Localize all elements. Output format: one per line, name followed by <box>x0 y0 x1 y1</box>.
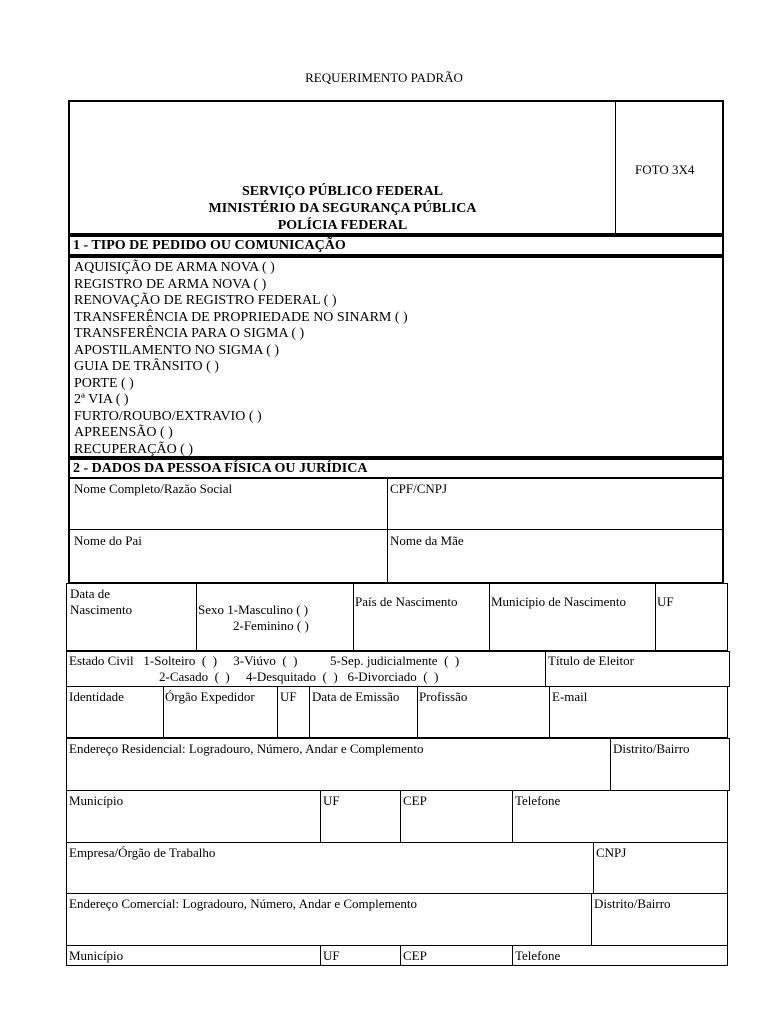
email-field[interactable]: E-mail <box>552 689 588 704</box>
residential-district-field[interactable]: Distrito/Bairro <box>613 741 690 756</box>
birth-date-label-2[interactable]: Nascimento <box>70 602 133 617</box>
list-item: FURTO/ROUBO/EXTRAVIO ( ) <box>74 408 262 424</box>
divider <box>655 584 656 650</box>
section-2-title: 2 - DADOS DA PESSOA FÍSICA OU JURÍDICA <box>73 461 368 476</box>
divider <box>387 478 388 582</box>
divider <box>400 946 401 965</box>
commercial-phone-field[interactable]: Telefone <box>515 948 561 963</box>
header-line-2: MINISTÉRIO DA SEGURANÇA PÚBLICA <box>208 201 477 216</box>
section-1-header <box>68 235 724 256</box>
commercial-uf-field[interactable]: UF <box>323 948 340 963</box>
divider <box>549 687 550 737</box>
full-name-field[interactable]: Nome Completo/Razão Social <box>74 481 233 496</box>
divider <box>512 946 513 965</box>
divider <box>400 791 401 842</box>
divider <box>417 687 418 737</box>
list-item: APOSTILAMENTO NO SIGMA ( ) <box>74 342 280 358</box>
divider <box>489 584 490 650</box>
birth-date-label-1[interactable]: Data de <box>70 586 111 601</box>
divider <box>593 843 594 893</box>
list-item: GUIA DE TRÂNSITO ( ) <box>74 359 219 374</box>
divider <box>320 946 321 965</box>
identity-field[interactable]: Identidade <box>69 689 124 704</box>
list-item: AQUISIÇÃO DE ARMA NOVA ( ) <box>74 260 275 275</box>
residential-phone-field[interactable]: Telefone <box>515 793 561 808</box>
commercial-district-field[interactable]: Distrito/Bairro <box>594 896 671 911</box>
identity-uf-field[interactable]: UF <box>280 689 297 704</box>
residential-cep-field[interactable]: CEP <box>403 793 427 808</box>
marital-status-line-2[interactable]: 2-Casado ( ) 4-Desquitado ( ) 6-Divorciado ( ) <box>159 669 439 684</box>
header-line-3: POLÍCIA FEDERAL <box>277 218 408 233</box>
divider <box>353 584 354 650</box>
list-item: 2ª VIA ( ) <box>74 392 129 407</box>
document-title: REQUERIMENTO PADRÃO <box>305 70 463 85</box>
employer-field[interactable]: Empresa/Órgão de Trabalho <box>69 845 216 860</box>
divider <box>320 791 321 842</box>
mother-name-field[interactable]: Nome da Mãe <box>390 533 464 548</box>
list-item: REGISTRO DE ARMA NOVA ( ) <box>74 276 267 292</box>
marital-row <box>66 651 730 687</box>
employer-cnpj-field[interactable]: CNPJ <box>596 845 627 860</box>
residential-city-field[interactable]: Município <box>69 793 124 808</box>
commercial-city-row <box>66 945 728 966</box>
birth-country-field[interactable]: País de Nascimento <box>355 594 458 609</box>
identity-row <box>66 686 728 738</box>
list-item: TRANSFERÊNCIA DE PROPRIEDADE NO SINARM ( ) <box>74 309 408 325</box>
divider <box>309 687 310 737</box>
personal-data-box <box>68 478 724 584</box>
divider <box>591 894 592 945</box>
marital-status-line-1[interactable]: Estado Civil 1-Solteiro ( ) 3-Viúvo ( ) 5-Sep. judicialmente ( ) <box>69 653 460 668</box>
section-2-header <box>68 458 724 479</box>
commercial-cep-field[interactable]: CEP <box>403 948 427 963</box>
birth-uf-field[interactable]: UF <box>657 594 674 609</box>
list-item: RENOVAÇÃO DE REGISTRO FEDERAL ( ) <box>74 293 337 308</box>
list-item: APREENSÃO ( ) <box>74 425 173 440</box>
voter-id-field[interactable]: Título de Eleitor <box>548 653 634 668</box>
father-name-field[interactable]: Nome do Pai <box>74 533 142 548</box>
residential-city-row <box>66 790 728 843</box>
header-line-1: SERVIÇO PÚBLICO FEDERAL <box>242 184 443 199</box>
sex-option-1[interactable]: Sexo 1-Masculino ( ) <box>198 602 309 617</box>
divider <box>196 584 197 650</box>
issue-date-field[interactable]: Data de Emissão <box>312 689 400 704</box>
header-box <box>68 100 724 235</box>
commercial-address-field[interactable]: Endereço Comercial: Logradouro, Número, Andar e Complemento <box>69 896 418 911</box>
commercial-address-row <box>66 893 728 946</box>
list-item: RECUPERAÇÃO ( ) <box>74 441 194 457</box>
birth-row <box>66 583 728 651</box>
request-type-list <box>74 260 408 458</box>
residential-address-row <box>66 738 730 791</box>
list-item: TRANSFERÊNCIA PARA O SIGMA ( ) <box>74 326 305 341</box>
section-1-title: 1 - TIPO DE PEDIDO OU COMUNICAÇÃO <box>73 238 346 253</box>
list-item: PORTE ( ) <box>74 375 134 391</box>
photo-label: FOTO 3X4 <box>635 162 695 177</box>
profession-field[interactable]: Profissão <box>419 689 468 704</box>
residential-uf-field[interactable]: UF <box>323 793 340 808</box>
cpf-field[interactable]: CPF/CNPJ <box>390 481 448 496</box>
issuer-field[interactable]: Órgão Expedidor <box>165 689 255 704</box>
divider <box>512 791 513 842</box>
divider <box>163 687 164 737</box>
divider <box>545 652 546 686</box>
divider <box>70 529 722 530</box>
birth-city-field[interactable]: Município de Nascimento <box>491 594 627 609</box>
commercial-city-field[interactable]: Município <box>69 948 124 963</box>
photo-box <box>615 102 616 233</box>
sex-option-2[interactable]: 2-Feminino ( ) <box>233 618 309 633</box>
section-1-items-box <box>68 256 724 458</box>
divider <box>277 687 278 737</box>
divider <box>610 739 611 790</box>
employer-row <box>66 842 728 894</box>
residential-address-field[interactable]: Endereço Residencial: Logradouro, Número, Andar e Complemento <box>69 741 424 756</box>
